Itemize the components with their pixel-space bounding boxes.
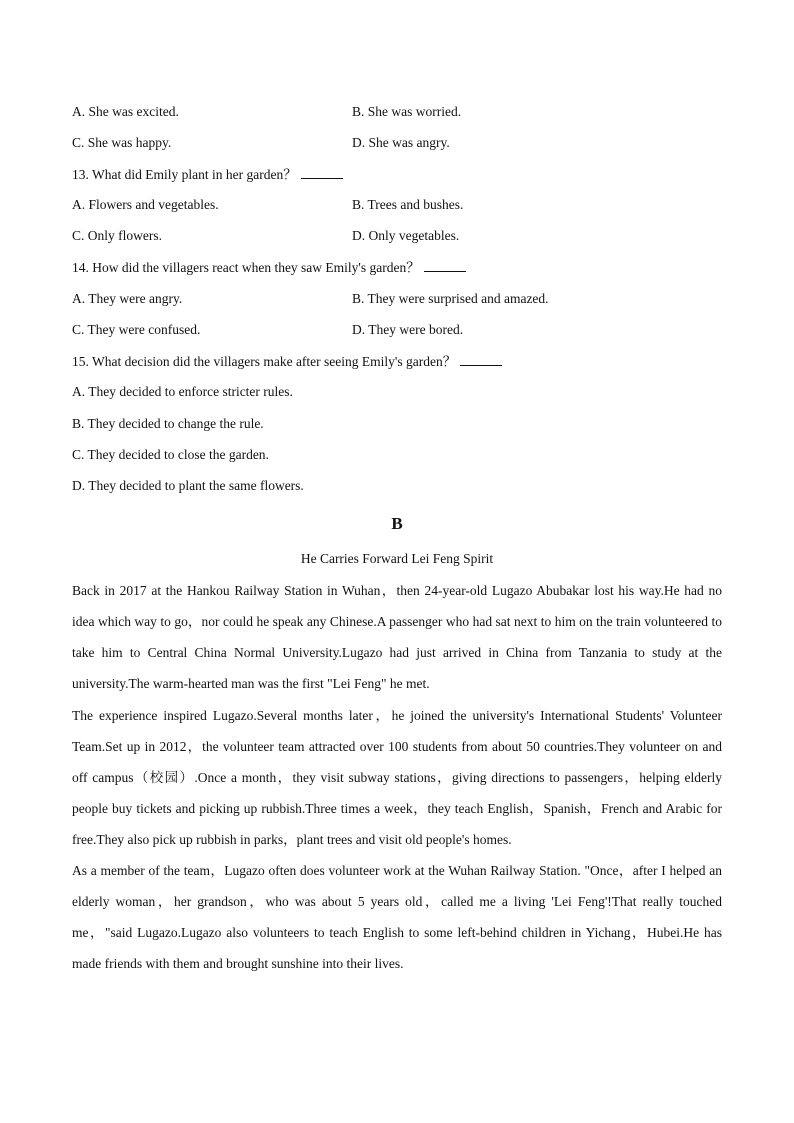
q14-option-b[interactable]: B. They were surprised and amazed. bbox=[352, 291, 549, 306]
q14-option-c[interactable]: C. They were confused. bbox=[72, 322, 201, 337]
q15-answer-blank[interactable] bbox=[460, 353, 502, 366]
q12-option-a[interactable]: A. She was excited. bbox=[72, 104, 179, 119]
passage-paragraph-1: Back in 2017 at the Hankou Railway Station in Wuhan，then 24-year-old Lugazo Abubakar lost his way.He had no idea which way to go，nor could he speak any Chinese.A passenger who had sat next to him on the train volunteered to take him to Central China Normal University.Lugazo had just arrived in China from Tanzania to study at the university.The warm-hearted man was the first "Lei Feng" he met. bbox=[72, 583, 722, 691]
q13-question bbox=[72, 166, 343, 183]
q15-option-c[interactable]: C. They decided to close the garden. bbox=[72, 447, 269, 462]
passage-paragraph-3: As a member of the team，Lugazo often does volunteer work at the Wuhan Railway Station. "Once，after I helped an elderly woman，her grandson，who was about 5 years old，called me a living 'Lei Feng'!That really touched me，"said Lugazo.Lugazo also volunteers to teach English to some left-behind children in Yichang，Hubei.He has made friends with them and brought sunshine into their lives. bbox=[72, 863, 722, 971]
passage-paragraph-2: The experience inspired Lugazo.Several months later，he joined the university's International Students' Volunteer Team.Set up in 2012，the volunteer team attracted over 100 students from about 50 countries.They volunteer on and off campus（校园）.Once a month，they visit subway stations，giving directions to passengers，helping elderly people buy tickets and picking up rubbish.Three times a week，they teach English，Spanish，French and Arabic for free.They also pick up rubbish in parks，plant trees and visit old people's homes. bbox=[72, 708, 722, 847]
q12-option-b[interactable]: B. She was worried. bbox=[352, 104, 462, 119]
passage-title: He Carries Forward Lei Feng Spirit bbox=[300, 551, 494, 566]
q13-option-a[interactable]: A. Flowers and vegetables. bbox=[72, 197, 219, 212]
q13-option-d[interactable]: D. Only vegetables. bbox=[352, 228, 460, 243]
q15-question bbox=[72, 353, 502, 370]
q14-question-text: 14. How did the villagers react when they saw Emily's garden？ bbox=[72, 260, 420, 275]
q14-question bbox=[72, 259, 466, 276]
q14-option-a[interactable]: A. They were angry. bbox=[72, 291, 183, 306]
q12-option-c[interactable]: C. She was happy. bbox=[72, 135, 172, 150]
section-letter: B bbox=[391, 514, 403, 533]
q13-question-text: 13. What did Emily plant in her garden？ bbox=[72, 167, 297, 182]
q15-question-text: 15. What decision did the villagers make after seeing Emily's garden？ bbox=[72, 354, 457, 369]
q15-option-d[interactable]: D. They decided to plant the same flowers. bbox=[72, 478, 304, 493]
q15-option-a[interactable]: A. They decided to enforce stricter rules. bbox=[72, 384, 293, 399]
q14-answer-blank[interactable] bbox=[424, 259, 466, 272]
q13-option-c[interactable]: C. Only flowers. bbox=[72, 228, 162, 243]
q14-option-d[interactable]: D. They were bored. bbox=[352, 322, 464, 337]
q15-option-b[interactable]: B. They decided to change the rule. bbox=[72, 416, 264, 431]
q13-answer-blank[interactable] bbox=[301, 166, 343, 179]
q13-option-b[interactable]: B. Trees and bushes. bbox=[352, 197, 464, 212]
q12-option-d[interactable]: D. She was angry. bbox=[352, 135, 450, 150]
